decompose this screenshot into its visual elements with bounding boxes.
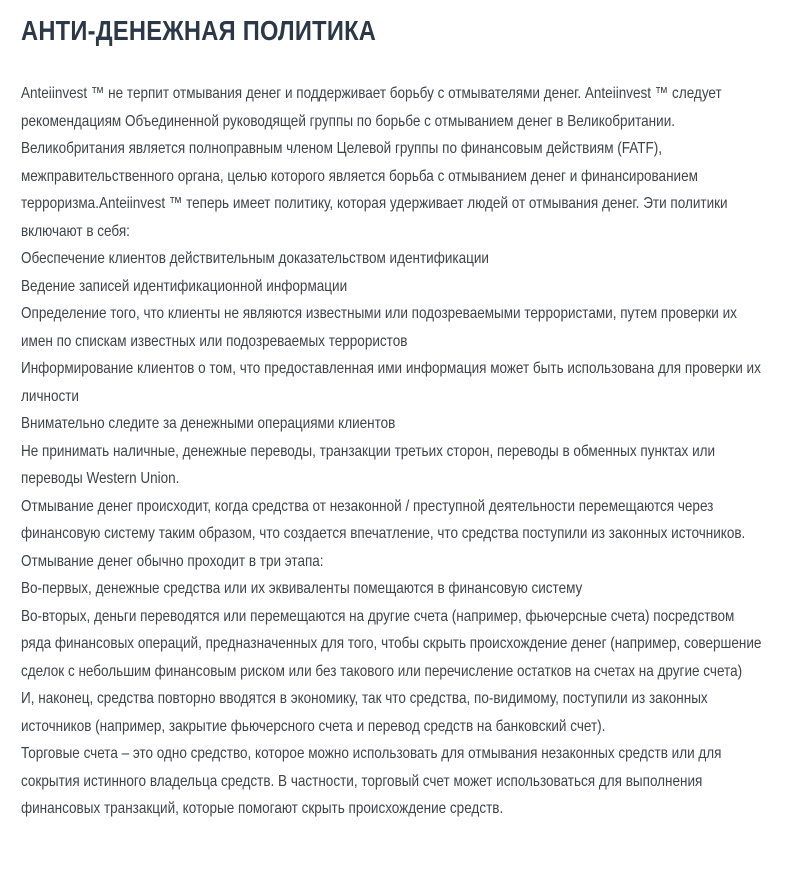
policy-paragraph: Обеспечение клиентов действительным доказательством идентификации [21, 250, 489, 267]
policy-paragraph: Информирование клиентов о том, что предоставленная ими информация может быть использована для проверки их личности [21, 360, 761, 405]
policy-paragraph: Не принимать наличные, денежные переводы, транзакции третьих сторон, переводы в обменных пунктах или переводы Western Union. [21, 442, 716, 487]
policy-paragraph: И, наконец, средства повторно вводятся в экономику, так что средства, по-видимому, поступили из законных источников (например, закрытие фьючерсного счета и перевод средств на банковский счет). [21, 690, 708, 735]
page-title: АНТИ-ДЕНЕЖНАЯ ПОЛИТИКА [21, 15, 377, 46]
policy-paragraph: Ведение записей идентификационной информации [21, 277, 348, 295]
policy-paragraph: Отмывание денег происходит, когда средства от незаконной / преступной деятельности перемещаются через финансовую систему таким образом, что создается впечатление, что средства поступили из законных источников. [21, 497, 746, 542]
policy-paragraph: Во-вторых, деньги переводятся или перемещаются на другие счета (например, фьючерсные счета) посредством ряда финансовых операций, предназначенных для того, чтобы скрыть происхождение денег (например, совершение сделок с небольшим финансовым риском или без такового или перечисление остатков на счетах на другие счета) [21, 607, 762, 680]
policy-paragraph: Определение того, что клиенты не являются известными или подозреваемыми террористами, путем проверки их имен по спискам известных или подозреваемых террористов [21, 305, 737, 350]
policy-text [21, 80, 765, 823]
policy-content [21, 14, 765, 823]
policy-paragraph: Отмывание денег обычно проходит в три этапа: [21, 552, 324, 570]
policy-paragraph: Anteiinvest ™ не терпит отмывания денег и поддерживает борьбу с отмывателями денег. Anteiinvest ™ следует рекомендациям Объединенной руководящей группы по борьбе с отмыванием денег в Великобритании. Великобритания является полноправным членом Целевой группы по финансовым действиям (FATF), межправительственного органа, целью которого является борьба с отмыванием денег и финансированием терроризма.Anteiinvest ™ теперь имеет политику, которая удерживает людей от отмывания денег. Эти политики включают в себя: [21, 85, 728, 240]
policy-paragraph: Внимательно следите за денежными операциями клиентов [21, 415, 396, 432]
policy-paragraph: Торговые счета – это одно средство, которое можно использовать для отмывания незаконных средств или для сокрытия истинного владельца средств. В частности, торговый счет может использоваться для выполнения финансовых транзакций, которые помогают скрыть происхождение средств. [21, 745, 722, 817]
policy-paragraph: Во-первых, денежные средства или их эквиваленты помещаются в финансовую систему [21, 580, 583, 597]
